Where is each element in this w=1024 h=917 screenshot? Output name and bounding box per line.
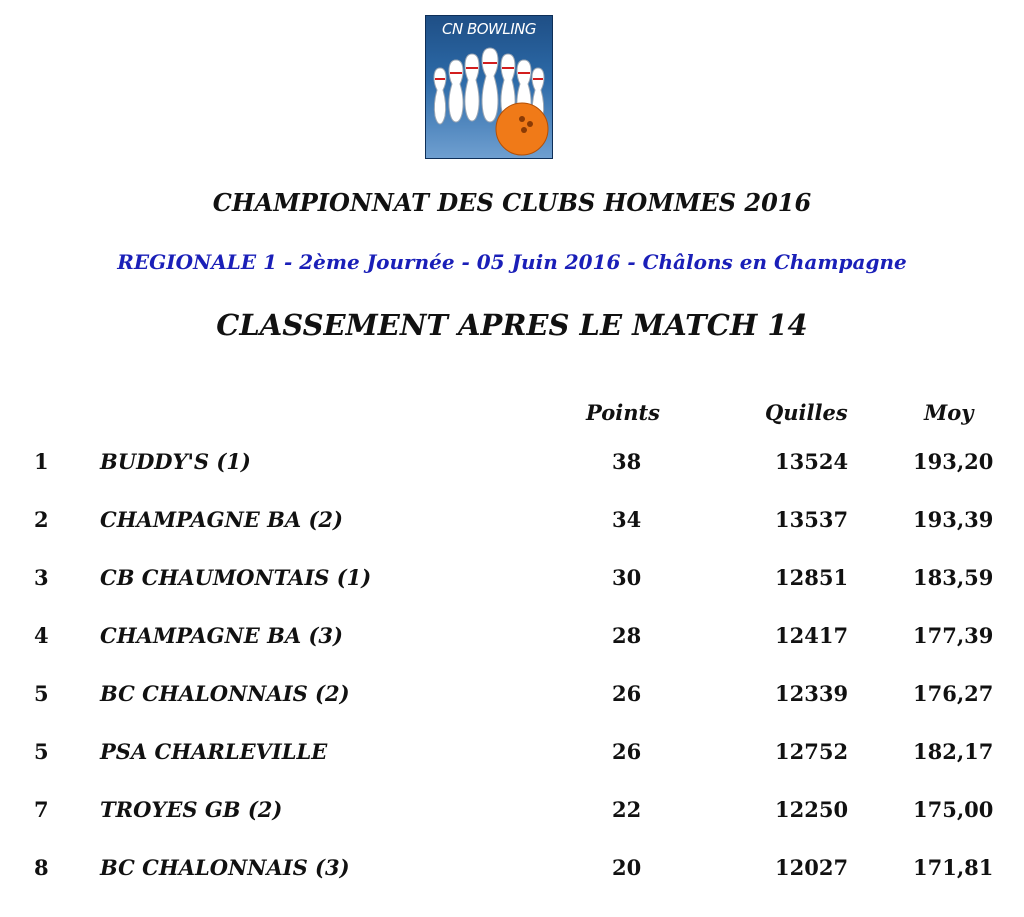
table-row xyxy=(0,797,1024,837)
team-cell: CB CHAUMONTAIS (1) xyxy=(100,565,372,590)
table-row xyxy=(0,855,1024,895)
moy-cell: 176,27 xyxy=(913,681,994,706)
quilles-cell: 13524 xyxy=(775,449,849,474)
table-row xyxy=(0,507,1024,547)
championship-title: CHAMPIONNAT DES CLUBS HOMMES 2016 xyxy=(212,188,812,217)
column-header-quilles: Quilles xyxy=(765,400,848,425)
quilles-cell: 12027 xyxy=(775,855,849,880)
team-cell: CHAMPAGNE BA (3) xyxy=(100,623,343,648)
logo-brand-text: CN BOWLING xyxy=(441,20,537,38)
points-cell: 26 xyxy=(612,739,642,764)
moy-cell: 183,59 xyxy=(913,565,994,590)
moy-cell: 177,39 xyxy=(913,623,994,648)
cn-bowling-logo xyxy=(425,15,553,159)
rank-cell: 1 xyxy=(34,449,49,474)
points-cell: 26 xyxy=(612,681,642,706)
team-cell: TROYES GB (2) xyxy=(100,797,283,822)
rank-cell: 8 xyxy=(34,855,49,880)
points-cell: 38 xyxy=(612,449,642,474)
rank-cell: 7 xyxy=(34,797,49,822)
quilles-cell: 12851 xyxy=(775,565,849,590)
moy-cell: 175,00 xyxy=(913,797,994,822)
event-subtitle: REGIONALE 1 - 2ème Journée - 05 Juin 2016 - Châlons en Champagne xyxy=(117,250,907,274)
rank-cell: 4 xyxy=(34,623,49,648)
quilles-cell: 13537 xyxy=(775,507,849,532)
rank-cell: 5 xyxy=(34,739,49,764)
team-cell: BC CHALONNAIS (2) xyxy=(100,681,350,706)
team-cell: BUDDY'S (1) xyxy=(100,449,251,474)
points-cell: 30 xyxy=(612,565,642,590)
quilles-cell: 12250 xyxy=(775,797,849,822)
table-row xyxy=(0,565,1024,605)
column-header-moy: Moy xyxy=(924,400,974,425)
column-header-points: Points xyxy=(586,400,661,425)
table-row xyxy=(0,623,1024,663)
moy-cell: 182,17 xyxy=(913,739,994,764)
table-row xyxy=(0,449,1024,489)
rank-cell: 5 xyxy=(34,681,49,706)
rank-cell: 2 xyxy=(34,507,49,532)
moy-cell: 193,39 xyxy=(913,507,994,532)
quilles-cell: 12417 xyxy=(775,623,849,648)
ranking-title: CLASSEMENT APRES LE MATCH 14 xyxy=(216,308,808,342)
points-cell: 28 xyxy=(612,623,642,648)
team-cell: CHAMPAGNE BA (2) xyxy=(100,507,343,532)
table-row xyxy=(0,739,1024,779)
points-cell: 20 xyxy=(612,855,642,880)
team-cell: PSA CHARLEVILLE xyxy=(100,739,328,764)
points-cell: 22 xyxy=(612,797,642,822)
moy-cell: 171,81 xyxy=(913,855,994,880)
table-row xyxy=(0,681,1024,721)
moy-cell: 193,20 xyxy=(913,449,994,474)
team-cell: BC CHALONNAIS (3) xyxy=(100,855,350,880)
rank-cell: 3 xyxy=(34,565,49,590)
points-cell: 34 xyxy=(612,507,642,532)
quilles-cell: 12752 xyxy=(775,739,849,764)
quilles-cell: 12339 xyxy=(775,681,849,706)
